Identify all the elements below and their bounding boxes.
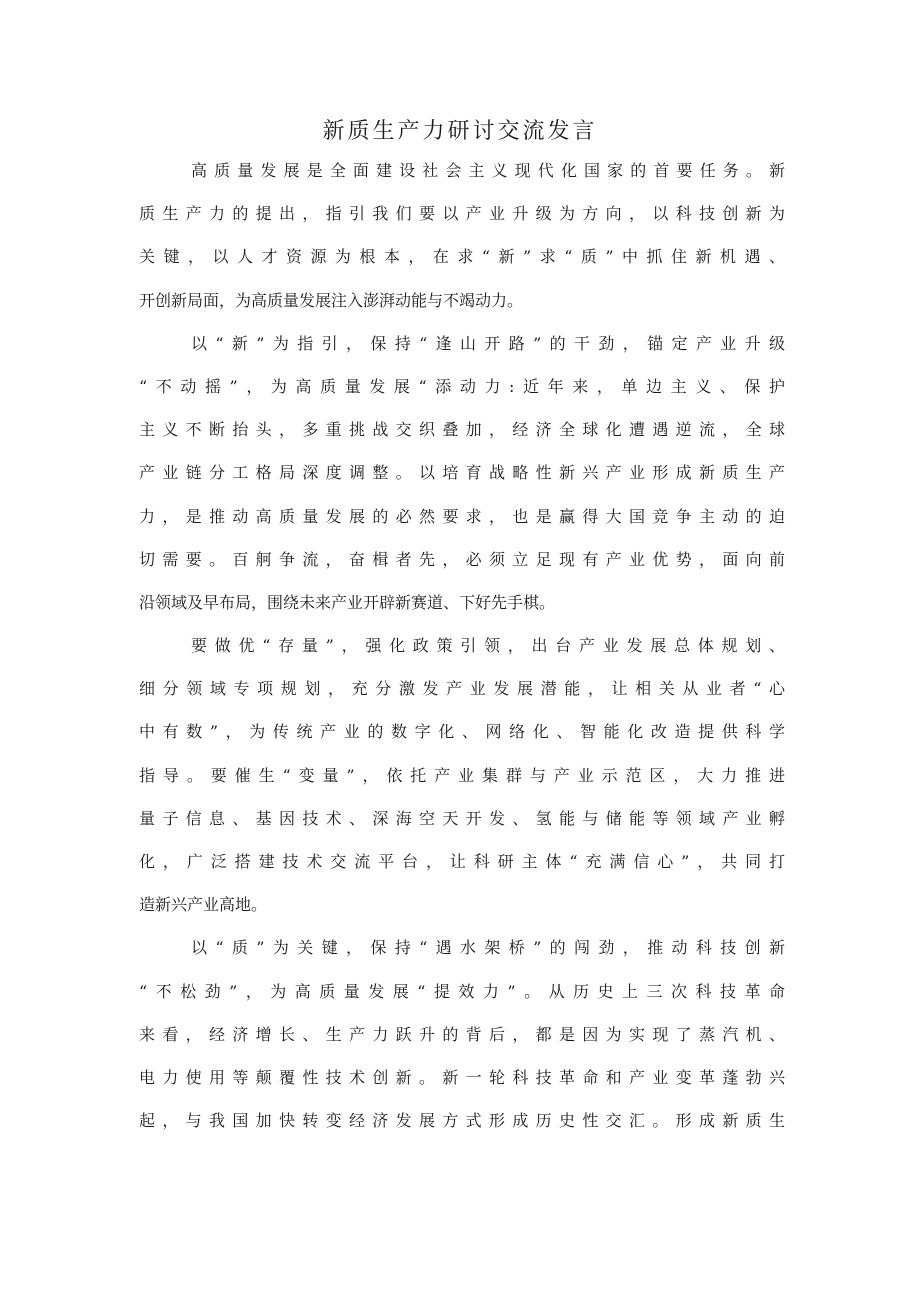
paragraph-new xyxy=(139,331,785,633)
text-line: 电力使用等颠覆性技术创新。新一轮科技革命和产业变革蓬勃兴 xyxy=(139,1067,785,1087)
text-line: 以“新”为指引，保持“逢山开路”的干劲，锚定产业升级 xyxy=(191,333,785,353)
text-line: 量子信息、基因技术、深海空天开发、氢能与储能等领域产业孵 xyxy=(139,808,785,828)
paragraph-stock-variable xyxy=(139,633,785,935)
text-line: 主义不断抬头，多重挑战交织叠加，经济全球化遭遇逆流，全球 xyxy=(139,420,785,440)
text-line: 力，是推动高质量发展的必然要求，也是赢得大国竞争主动的迫 xyxy=(139,506,785,526)
text-line: 起，与我国加快转变经济发展方式形成历史性交汇。形成新质生 xyxy=(139,1111,785,1131)
text-line: 细分领域专项规划，充分激发产业发展潜能，让相关从业者“心 xyxy=(139,679,785,699)
text-line: 化，广泛搭建技术交流平台，让科研主体“充满信心”，共同打 xyxy=(139,852,785,871)
text-line: 关键，以人才资源为根本，在求“新”求“质”中抓住新机遇、 xyxy=(139,247,785,267)
text-line: 要做优“存量”，强化政策引领，出台产业发展总体规划、 xyxy=(191,636,785,656)
text-line: 中有数”，为传统产业的数字化、网络化、智能化改造提供科学 xyxy=(139,722,785,742)
text-line: “不动摇”，为高质量发展“添动力:近年来，单边主义、保护 xyxy=(139,376,785,396)
text-line: 质生产力的提出，指引我们要以产业升级为方向，以科技创新为 xyxy=(139,204,785,224)
text-line: 指导。要催生“变量”，依托产业集群与产业示范区，大力推进 xyxy=(139,765,785,785)
text-line: 切需要。百舸争流，奋楫者先，必须立足现有产业优势，面向前 xyxy=(139,549,785,569)
text-line: 开创新局面，为高质量发展注入澎湃动能与不竭动力。 xyxy=(139,290,524,310)
text-line: 来看，经济增长、生产力跃升的背后，都是因为实现了蒸汽机、 xyxy=(139,1024,785,1044)
text-line: 产业链分工格局深度调整。以培育战略性新兴产业形成新质生产 xyxy=(139,463,785,483)
paragraph-quality xyxy=(139,935,785,1151)
text-line: 以“质”为关键，保持“遇水架桥”的闯劲，推动科技创新 xyxy=(191,938,785,958)
text-line: 造新兴产业高地。 xyxy=(139,895,268,915)
paragraph-intro xyxy=(139,158,785,331)
text-line: “不松劲”，为高质量发展“提效力”。从历史上三次科技革命 xyxy=(139,981,785,1001)
document-title: 新质生产力研讨交流发言 xyxy=(322,119,598,144)
text-line: 高质量发展是全面建设社会主义现代化国家的首要任务。新 xyxy=(191,161,785,180)
text-line: 沿领域及早布局，围绕未来产业开辟新赛道、下好先手棋。 xyxy=(139,592,556,612)
document-body xyxy=(139,158,785,1151)
